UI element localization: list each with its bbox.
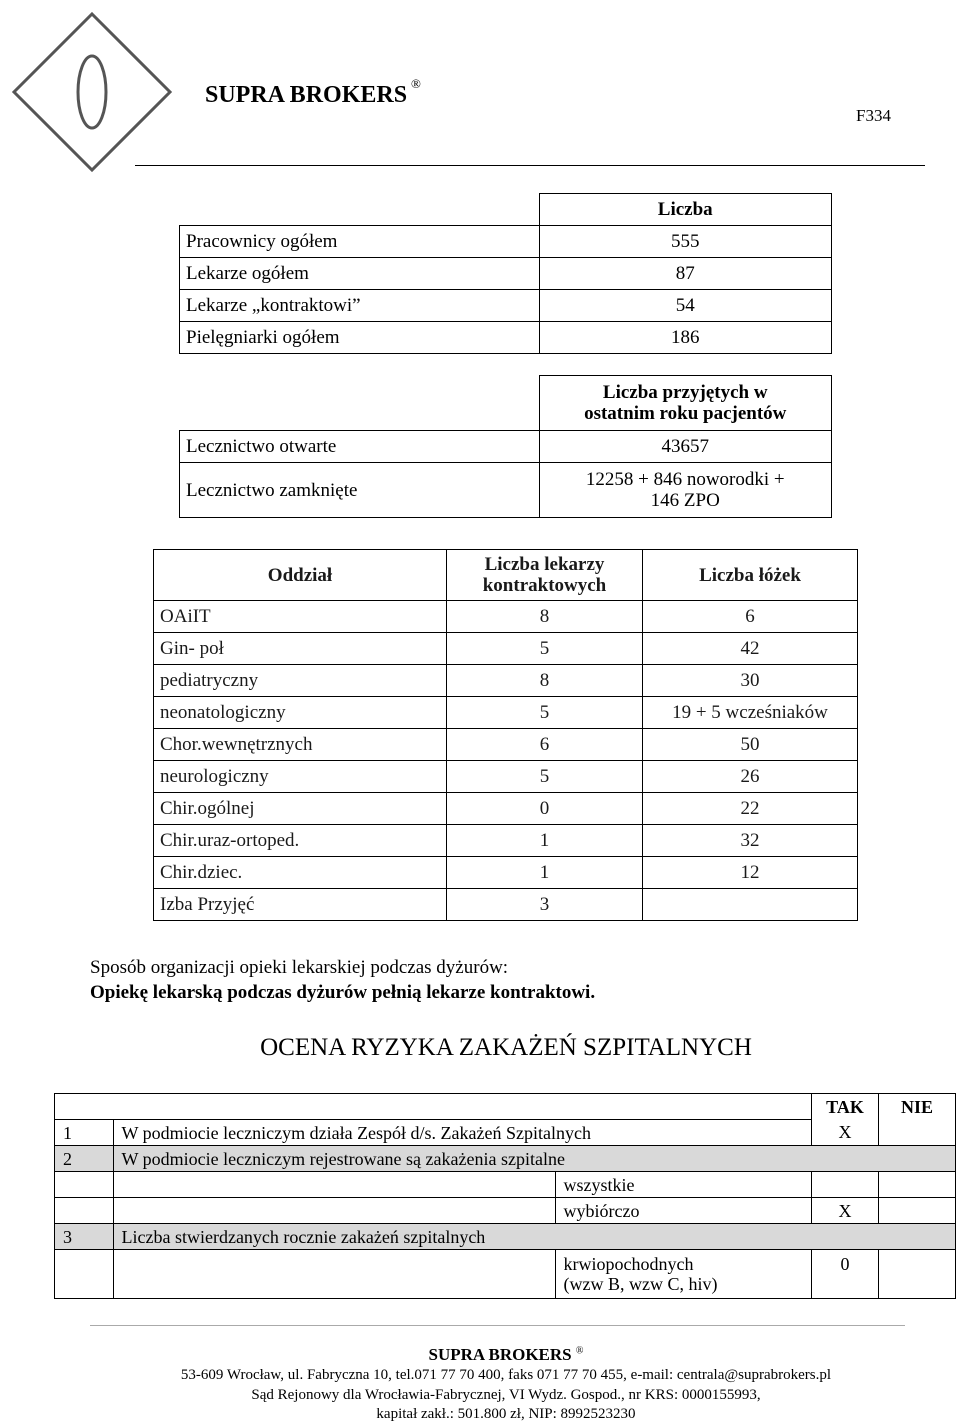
footer-court: Sąd Rejonowy dla Wrocławia-Fabrycznej, VI Wydz. Gospod., nr KRS: 0000155993, — [251, 1387, 761, 1403]
table-row: Gin- poł 5 42 — [154, 633, 858, 665]
table-row: Lecznictwo zamknięte 12258 + 846 noworodki + 146 ZPO — [180, 463, 832, 518]
brokers-logo-icon — [10, 10, 175, 175]
table-row: Izba Przyjęć 3 — [154, 889, 858, 921]
table-row: Pielęgniarki ogółem 186 — [180, 322, 832, 354]
footer-address: 53-609 Wrocław, ul. Fabryczna 10, tel.071 77 70 400, faks 071 77 70 455, e-mail: centrala@suprabrokers.pl — [180, 1367, 832, 1383]
organization-question: Sposób organizacji opieki lekarskiej podczas dyżurów: — [90, 957, 509, 978]
table-row: OAiIT 8 6 — [154, 601, 858, 633]
table-row: Pracownicy ogółem 555 — [180, 226, 832, 258]
footer-divider — [90, 1325, 905, 1326]
table-row: pediatryczny 8 30 — [154, 665, 858, 697]
wards-table — [153, 549, 858, 921]
tak-header: TAK — [812, 1094, 879, 1120]
table-row: Chir.uraz-ortoped. 1 32 — [154, 825, 858, 857]
doctors-header: Liczba lekarzy kontraktowych — [447, 550, 643, 601]
patients-table — [179, 375, 832, 518]
beds-header: Liczba łóżek — [643, 550, 858, 601]
table-row: Chor.wewnętrznych 6 50 — [154, 729, 858, 761]
table-row: Lekarze ogółem 87 — [180, 258, 832, 290]
form-code: F334 — [856, 106, 891, 125]
table-row: krwiopochodnych (wzw B, wzw C, hiv) 0 — [55, 1250, 956, 1299]
table-row: Chir.dziec. 1 12 — [154, 857, 858, 889]
nie-header: NIE — [879, 1094, 956, 1120]
patients-header: Liczba przyjętych w ostatnim roku pacjentów — [539, 376, 832, 431]
brand-name: SUPRA BROKERS ® — [205, 76, 421, 108]
table-row: Lekarze „kontraktowi” 54 — [180, 290, 832, 322]
organization-answer: Opiekę lekarską podczas dyżurów pełnią lekarze kontraktowi. — [90, 982, 596, 1003]
table-row: 2 W podmiocie leczniczym rejestrowane są zakażenia szpitalne — [55, 1146, 956, 1172]
staff-header: Liczba — [539, 194, 832, 226]
risk-table — [54, 1093, 956, 1299]
staff-table — [179, 193, 832, 354]
table-row: Chir.ogólnej 0 22 — [154, 793, 858, 825]
table-row: wszystkie — [55, 1172, 956, 1198]
risk-title: OCENA RYZYKA ZAKAŻEŃ SZPITALNYCH — [260, 1034, 752, 1061]
table-row: wybiórczo X — [55, 1198, 956, 1224]
table-row: 3 Liczba stwierdzanych rocznie zakażeń szpitalnych — [55, 1224, 956, 1250]
footer-capital: kapitał zakł.: 501.800 zł, NIP: 8992523230 — [376, 1406, 636, 1422]
table-row: neurologiczny 5 26 — [154, 761, 858, 793]
footer-brand: SUPRA BROKERS ® — [428, 1345, 584, 1364]
table-row: Lecznictwo otwarte 43657 — [180, 431, 832, 463]
ward-header: Oddział — [154, 550, 447, 601]
header-divider — [135, 165, 925, 166]
table-row: 1 W podmiocie leczniczym działa Zespół d/s. Zakażeń Szpitalnych X — [55, 1120, 956, 1146]
table-row: neonatologiczny 5 19 + 5 wcześniaków — [154, 697, 858, 729]
